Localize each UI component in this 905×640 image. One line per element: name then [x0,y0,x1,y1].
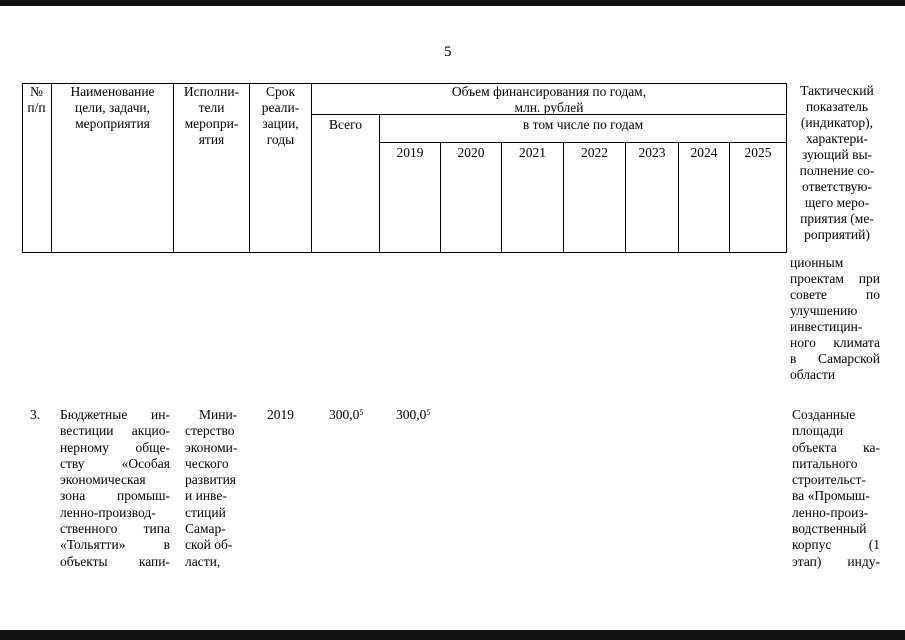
row3-num: 3. [30,407,41,422]
header-by-years: в том числе по годам [522,117,644,132]
header-year: 2024 [690,145,718,160]
header-year: 2020 [457,145,485,160]
page-number: 5 [444,44,452,60]
header-num: № п/п [27,84,46,115]
header-funding: Объем финансирования по годам, млн. рублей [451,84,647,115]
row3-2019: 300,0$^5$ [396,407,431,422]
row3-total: 300,0$^5$ [329,407,364,422]
footnote-marker: 5 [359,408,364,417]
table-header [22,83,787,253]
header-year: 2025 [744,145,772,160]
row3-name: Бюджетные ин- вестиции акцио- нерному обще- ству «Особая экономическая зона промыш- ленно-производ- ственного типа «Тольятти» в объекты капи- [60,407,170,569]
footnote-marker: 5 [426,408,431,417]
row3-executor: Мини- стерство экономи- ческого развития и инве- стиций Самар- ской об- ласти, [185,407,238,569]
header-term: Срок реали- зации, годы [261,84,300,147]
header-executors: Исполни- тели меропри- ятия [183,84,240,147]
header-name: Наименование цели, задачи, мероприятия [70,84,155,131]
header-year: 2022 [581,145,608,160]
header-year: 2023 [638,145,666,160]
top-border [0,0,905,6]
header-year: 2021 [519,145,546,160]
indicator-continuation: ционным проектам при совете по улучшению инвестицин- ного климата в Самарской области [790,255,880,382]
bottom-border [0,630,905,640]
header-year: 2019 [396,145,424,160]
row3-indicator: Созданные площади объекта ка- питального строительст- ва «Промыш- ленно-произ- водственный корпус (1 этап) инду- [792,407,880,569]
row3-term: 2019 [267,407,294,422]
header-total: Всего [328,117,363,132]
header-indicator: Тактический показатель (индикатор), характери- зующий вы- полнение со- ответствую- щего меро- приятия (ме- роприятий) [799,83,875,242]
